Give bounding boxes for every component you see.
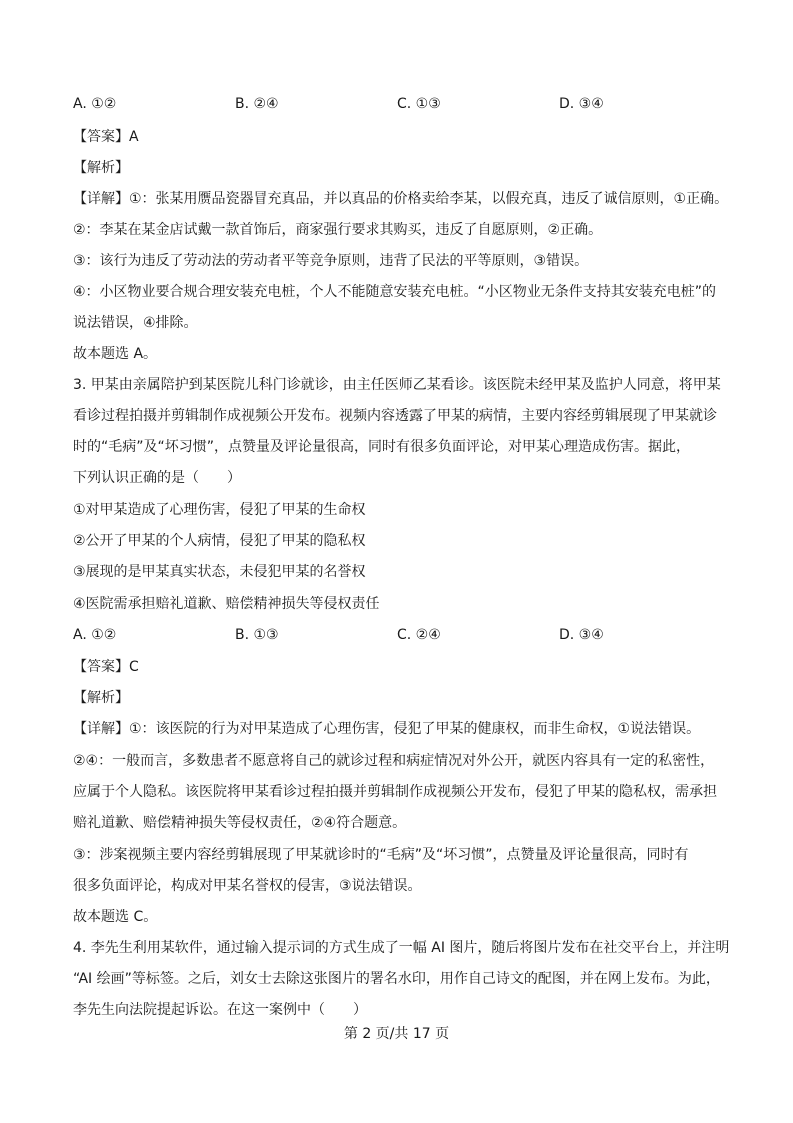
q3-explanation-line: ②④：一般而言，多数患者不愿意将自己的就诊过程和病症情况对外公开，就医内容具有一定的私密性， [73,753,715,769]
q2-option-a: A. ①② [73,96,117,112]
q2-explanation-line: ②：李某在某金店试戴一款首饰后，商家强行要求其购买，违反了自愿原则，②正确。 [73,222,603,238]
q3-options [73,625,733,645]
q2-explanation-line: ③：该行为违反了劳动法的劳动者平等竞争原则，违背了民法的平等原则，③错误。 [73,253,589,269]
q3-option-b: B. ①③ [235,627,279,643]
q2-option-c: C. ①③ [397,96,441,112]
q3-explanation-line: 很多负面评论，构成对甲某名誉权的侵害，③说法错误。 [73,878,422,894]
q3-explanation-line: 应属于个人隐私。该医院将甲某看诊过程拍摄并剪辑制作成视频公开发布，侵犯了甲某的隐私权，需承担 [73,784,717,800]
q3-statement: ③展现的是甲某真实状态，未侵犯甲某的名誉权 [73,564,366,580]
q3-conclusion: 故本题选 C。 [73,909,158,925]
q3-statement: ①对甲某造成了心理伤害，侵犯了甲某的生命权 [73,502,366,518]
q2-option-b: B. ②④ [235,96,279,112]
q3-option-c: C. ②④ [397,627,441,643]
q3-answer: 【答案】C [73,659,139,675]
q2-explanation-line: 说法错误，④排除。 [73,315,198,331]
q2-answer: 【答案】A [73,129,139,145]
q3-stem-line: 时的“毛病”及“坏习惯”，点赞量及评论量很高，同时有很多负面评论，对甲某心理造成伤害。据此， [73,439,691,455]
q3-explanation-line: ③：涉案视频主要内容经剪辑展现了甲某就诊时的“毛病”及“坏习惯”，点赞量及评论量很高，同时有 [73,847,689,863]
q3-stem-line: 3. 甲某由亲属陪护到某医院儿科门诊就诊，由主任医师乙某看诊。该医院未经甲某及监护人同意，将甲某 [73,377,721,393]
q3-analysis-label: 【解析】 [73,690,129,706]
q2-analysis-label: 【解析】 [73,160,129,176]
q3-option-d: D. ③④ [559,627,604,643]
q3-statement: ④医院需承担赔礼道歉、赔偿精神损失等侵权责任 [73,596,380,612]
q3-option-a: A. ①② [73,627,117,643]
q3-explanation-line: 赔礼道歉、赔偿精神损失等侵权责任，②④符合题意。 [73,815,407,831]
q3-explanation-line: 【详解】①：该医院的行为对甲某造成了心理伤害，侵犯了甲某的健康权，而非生命权，①说法错误。 [73,721,701,737]
q3-statement: ②公开了甲某的个人病情，侵犯了甲某的隐私权 [73,533,366,549]
page-footer: 第 2 页/共 17 页 [343,1026,450,1042]
q4-stem-line: 李先生向法院提起诉讼。在这一案例中（ ） [73,1002,367,1018]
q4-stem-line: 4. 李先生利用某软件，通过输入提示词的方式生成了一幅 AI 图片，随后将图片发布在社交平台上，并注明 [73,940,730,956]
q3-stem-line: 下列认识正确的是（ ） [73,470,241,486]
q2-explanation-line: ④：小区物业要合规合理安装充电桩，个人不能随意安装充电桩。“小区物业无条件支持其安装充电桩”的 [73,284,717,300]
q2-conclusion: 故本题选 A。 [73,346,158,362]
q2-option-d: D. ③④ [559,96,604,112]
q2-explanation-line: 【详解】①：张某用赝品瓷器冒充真品，并以真品的价格卖给李某，以假充真，违反了诚信原则，①正确。 [73,191,729,207]
q3-stem-line: 看诊过程拍摄并剪辑制作成视频公开发布。视频内容透露了甲某的病情，主要内容经剪辑展现了甲某就诊 [73,408,717,424]
q4-stem-line: “AI 绘画”等标签。之后，刘女士去除这张图片的署名水印，用作自己诗文的配图，并在网上发布。为此， [73,971,720,987]
q2-options [73,94,733,114]
